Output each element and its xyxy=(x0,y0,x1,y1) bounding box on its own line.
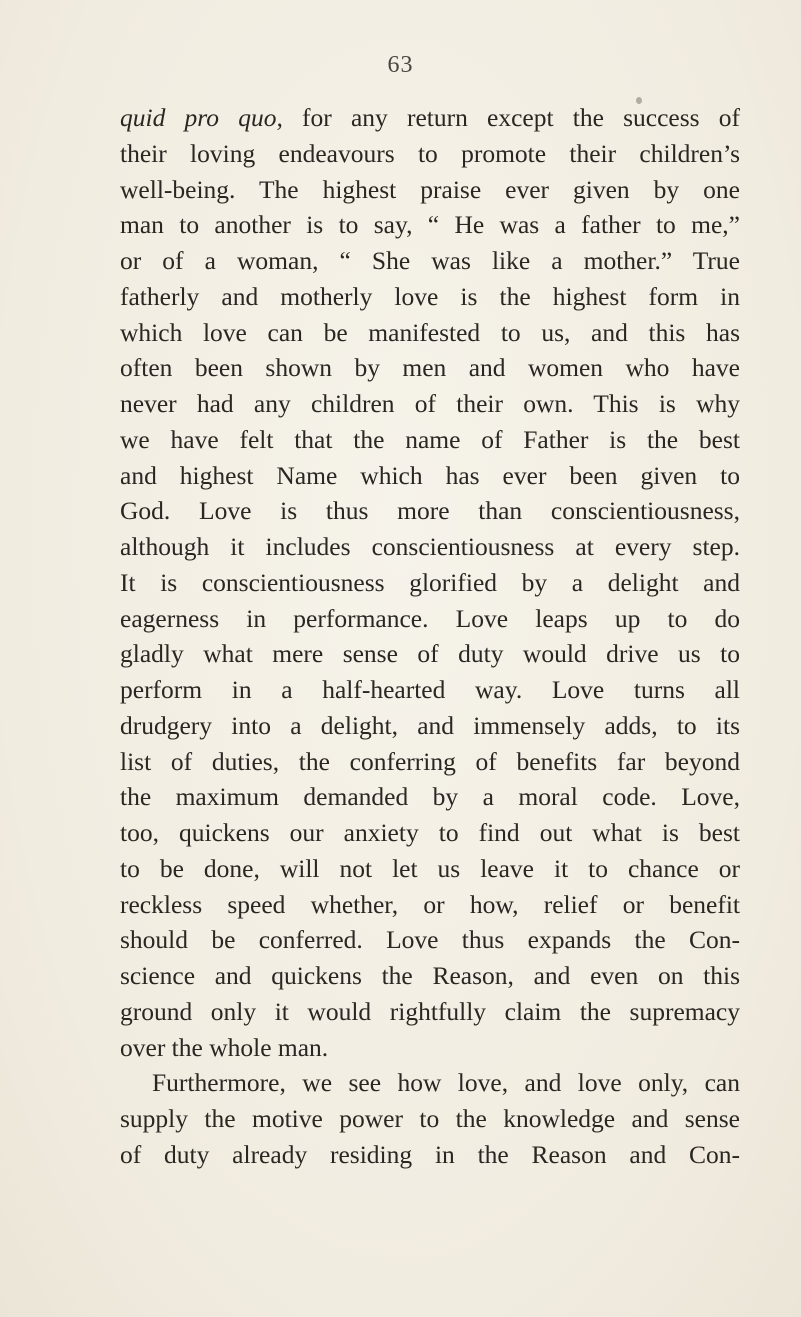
text-line: man to another is to say, “ He was a father to me,” xyxy=(120,210,740,240)
text-line: quid pro quo, for any return except the success of xyxy=(120,103,740,132)
text-line: and highest Name which has ever been given to xyxy=(120,460,740,490)
text-line: their loving endeavours to promote their children’s xyxy=(120,138,740,168)
text-line: fatherly and motherly love is the highest form in xyxy=(120,281,740,311)
text-line: never had any children of their own. This is why xyxy=(120,389,740,418)
paragraph-end-line: over the whole man. xyxy=(120,1032,329,1062)
text-line: ground only it would rightfully claim the supremacy xyxy=(120,996,740,1026)
text-line: to be done, will not let us leave it to chance or xyxy=(120,853,740,883)
text-line: supply the motive power to the knowledge and sense xyxy=(120,1104,740,1133)
text-line: the maximum demanded by a moral code. Love, xyxy=(120,782,740,812)
text-line: It is conscientiousness glorified by a delight and xyxy=(120,567,740,597)
text-line: list of duties, the conferring of benefits far beyond xyxy=(120,746,740,776)
text-line: although it includes conscientiousness at every step. xyxy=(120,532,740,561)
text-line: or of a woman, “ She was like a mother.” True xyxy=(120,246,740,275)
text-line: of duty already residing in the Reason and Con- xyxy=(120,1139,740,1169)
text-line: eagerness in performance. Love leaps up to do xyxy=(120,603,740,633)
text-line: well-being. The highest praise ever given by one xyxy=(120,174,740,204)
text-line: gladly what mere sense of duty would drive us to xyxy=(120,639,740,669)
page-number: 63 xyxy=(387,52,414,78)
text-line: drudgery into a delight, and immensely adds, to its xyxy=(120,710,740,740)
text-line: science and quickens the Reason, and even on this xyxy=(120,961,740,990)
body-text xyxy=(120,100,740,1173)
text-line: which love can be manifested to us, and this has xyxy=(120,317,740,347)
text-line: God. Love is thus more than conscientiousness, xyxy=(120,496,740,526)
text-line: reckless speed whether, or how, relief or benefit xyxy=(120,889,740,919)
text-line: we have felt that the name of Father is the best xyxy=(120,424,740,454)
text-line: perform in a half-hearted way. Love turns all xyxy=(120,675,740,704)
text-line: often been shown by men and women who have xyxy=(120,353,740,383)
text-line: too, quickens our anxiety to find out what is best xyxy=(120,818,740,847)
paragraph-start-line: Furthermore, we see how love, and love only, can xyxy=(152,1068,740,1098)
text-line: should be conferred. Love thus expands the Con- xyxy=(120,925,740,955)
italic-phrase: quid pro quo, xyxy=(120,103,283,132)
